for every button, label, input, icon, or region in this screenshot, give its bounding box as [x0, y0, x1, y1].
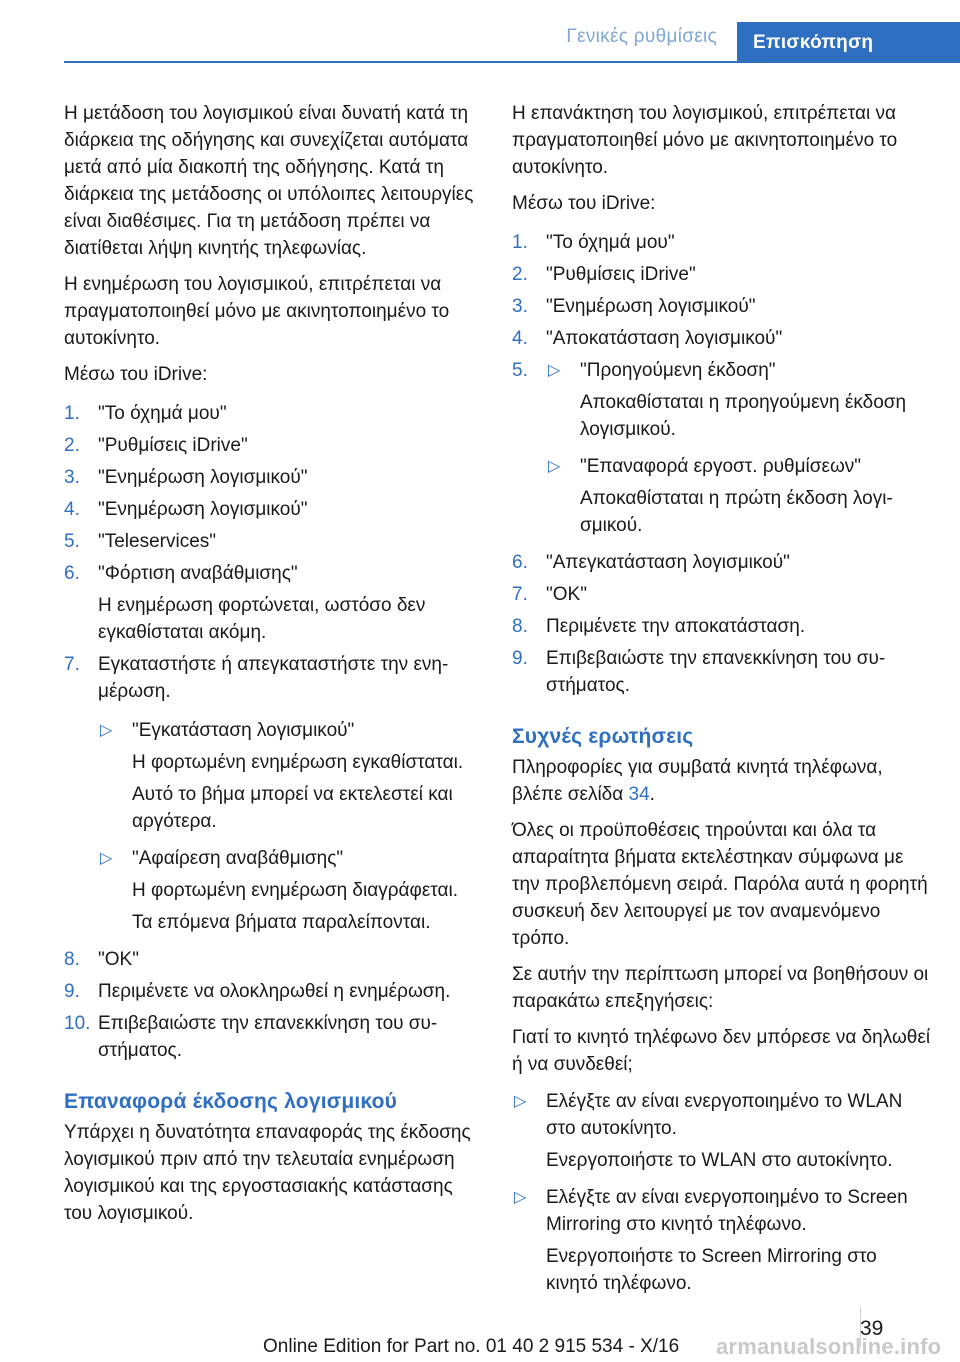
option-text: "Εγκατάσταση λογισμικού" — [132, 720, 355, 741]
step-text: "Το όχημά μου" — [98, 403, 227, 424]
step-text: "Ενημέρωση λογισμικού" — [98, 499, 308, 520]
step-text: "Φόρτιση αναβάθμισης" — [98, 563, 298, 584]
step-number: 3. — [64, 467, 80, 488]
step-number: 1. — [512, 232, 528, 253]
list-item — [64, 978, 482, 1005]
step-number: 5. — [64, 531, 80, 552]
list-item — [512, 1184, 932, 1297]
page-number: 39 — [860, 1317, 884, 1340]
option-note: Αποκαθίσταται η πρώτη έκδοση λογισμικού. — [580, 488, 893, 536]
list-item — [64, 560, 482, 646]
watermark: armanualsonline.info — [716, 1334, 942, 1359]
step-text: "Απεγκατάσταση λογισμικού" — [546, 552, 790, 573]
list-item — [512, 325, 932, 352]
header-section-label: Γενικές ρυθμίσεις — [566, 26, 717, 47]
update-steps-list — [64, 400, 482, 1064]
list-item — [98, 845, 482, 936]
triangle-right-icon: ▷ — [100, 850, 113, 867]
paragraph: Η μετάδοση του λογισμικού είναι δυνατή κατά τη διάρκεια της οδήγησης και συνεχίζεται αυτόματα μετά από μία διακοπή της οδήγησης. Κατά τη διάρκεια της μετάδοσης οι υπόλοιπες λειτουργίες είναι διαθέσιμες. Για τη μετάδοση πρέπει να διατίθεται λήψη κινητής τηλεφωνίας. — [64, 103, 474, 259]
list-item — [64, 496, 482, 523]
step-text: "Ρυθμίσεις iDrive" — [98, 435, 248, 456]
paragraph: Μέσω του iDrive: — [512, 193, 656, 214]
list-item — [512, 581, 932, 608]
triangle-right-icon: ▷ — [548, 362, 561, 379]
paragraph: Γιατί το κινητό τηλέφωνο δεν μπόρεσε να δηλωθεί ή να συνδεθεί; — [512, 1027, 931, 1075]
step-number: 1. — [64, 403, 80, 424]
check-text: Ελέγξτε αν είναι ενεργοποιημένο το Screen Mirroring στο κινητό τηλέφωνο. — [546, 1187, 908, 1235]
step-number: 7. — [512, 584, 528, 605]
option-note: Αποκαθίσταται η προηγούμενη έκδοση λογισμικού. — [580, 392, 907, 440]
paragraph: Σε αυτήν την περίπτωση μπορεί να βοηθήσουν οι παρακάτω επεξηγήσεις: — [512, 964, 929, 1012]
step-text: Επιβεβαιώστε την επανεκκίνηση του συστήματος. — [546, 648, 886, 696]
list-item — [64, 651, 482, 936]
step-number: 3. — [512, 296, 528, 317]
list-item — [546, 453, 932, 539]
step-text: Περιμένετε την αποκατάσταση. — [546, 616, 806, 637]
step-number: 6. — [512, 552, 528, 573]
list-item — [64, 432, 482, 459]
check-note: Ενεργοποιήστε το WLAN στο αυτοκίνητο. — [546, 1150, 893, 1171]
step-number: 8. — [64, 949, 80, 970]
step-text: Εγκαταστήστε ή απεγκαταστήστε την ενημέρωση. — [98, 654, 449, 702]
step-number: 2. — [64, 435, 80, 456]
step-text: Επιβεβαιώστε την επανεκκίνηση του συστήματος. — [98, 1013, 438, 1061]
list-item — [512, 1088, 932, 1174]
list-item — [512, 645, 932, 699]
list-item — [512, 293, 932, 320]
left-column — [64, 100, 482, 1236]
page-reference-link[interactable]: 34 — [628, 784, 650, 805]
option-text: "Επαναφορά εργοστ. ρυθμίσεων" — [580, 456, 862, 477]
option-text: "Αφαίρεση αναβάθμισης" — [132, 848, 344, 869]
option-note: Η φορτωμένη ενημέρωση διαγράφεται. — [132, 880, 459, 901]
option-note: Τα επόμενα βήματα παραλείπονται. — [132, 912, 431, 933]
step-text: "Ενημέρωση λογισμικού" — [98, 467, 308, 488]
header-divider — [64, 61, 960, 63]
list-item — [512, 261, 932, 288]
header-tab-overview: Επισκόπηση — [737, 22, 960, 62]
faq-text: Πληροφορίες για συμβατά κινητά τηλέφωνα, βλέπε σελίδα — [512, 757, 883, 805]
restore-steps-list — [512, 229, 932, 699]
step-text: "Teleservices" — [98, 531, 217, 552]
list-item — [64, 528, 482, 555]
step-number: 6. — [64, 563, 80, 584]
paragraph: Η επανάκτηση του λογισμικού, επιτρέπεται να πραγματοποιηθεί μόνο με ακινητοποιημένο το αυτοκίνητο. — [512, 103, 898, 178]
triangle-right-icon: ▷ — [100, 722, 113, 739]
list-item — [546, 357, 932, 443]
step-number: 9. — [512, 648, 528, 669]
paragraph: Η ενημέρωση του λογισμικού, επιτρέπεται να πραγματοποιηθεί μόνο με ακινητοποιημένο το αυτοκίνητο. — [64, 274, 450, 349]
list-item — [512, 549, 932, 576]
install-options-list — [98, 717, 482, 936]
right-column — [512, 100, 932, 1307]
step-number: 4. — [512, 328, 528, 349]
step-text: Περιμένετε να ολοκληρωθεί η ενημέρωση. — [98, 981, 451, 1002]
list-item — [64, 464, 482, 491]
check-text: Ελέγξτε αν είναι ενεργοποιημένο το WLAN στο αυτοκίνητο. — [546, 1091, 903, 1139]
list-item — [64, 946, 482, 973]
paragraph: Μέσω του iDrive: — [64, 364, 208, 385]
paragraph: Υπάρχει η δυνατότητα επαναφοράς της έκδοσης λογισμικού πριν από την τελευταία ενημέρωση λογισμικού και της εργοστασιακής κατάστασης του λογισμικού. — [64, 1122, 471, 1224]
triangle-right-icon: ▷ — [514, 1093, 527, 1110]
step-number: 7. — [64, 654, 80, 675]
page-header — [0, 0, 960, 62]
step-text: "OK" — [546, 584, 587, 605]
list-item — [64, 400, 482, 427]
step-text: "OK" — [98, 949, 139, 970]
option-note: Η φορτωμένη ενημέρωση εγκαθίσταται. — [132, 752, 464, 773]
faq-checklist — [512, 1088, 932, 1297]
step-number: 8. — [512, 616, 528, 637]
option-text: "Προηγούμενη έκδοση" — [580, 360, 776, 381]
step-text: "Το όχημά μου" — [546, 232, 675, 253]
step-number: 4. — [64, 499, 80, 520]
list-item — [64, 1010, 482, 1064]
step-text: "Ρυθμίσεις iDrive" — [546, 264, 696, 285]
step-note: Η ενημέρωση φορτώνεται, ωστόσο δεν εγκαθίσταται ακόμη. — [98, 595, 426, 643]
edition-footer: Online Edition for Part no. 01 40 2 915 534 - X/16 — [263, 1336, 680, 1357]
list-item — [512, 229, 932, 256]
triangle-right-icon: ▷ — [548, 458, 561, 475]
faq-text: . — [649, 784, 655, 805]
option-note: Αυτό το βήμα μπορεί να εκτελεστεί και αργότερα. — [132, 784, 453, 832]
step-number: 2. — [512, 264, 528, 285]
list-item — [512, 613, 932, 640]
step-number: 10. — [64, 1013, 91, 1034]
paragraph — [512, 754, 932, 808]
step-text: "Αποκατάσταση λογισμικού" — [546, 328, 783, 349]
section-title-software-restore: Επαναφορά έκδοσης λογισμικού — [64, 1090, 398, 1113]
step-number: 5. — [512, 360, 528, 381]
step-number: 9. — [64, 981, 80, 1002]
step-text: "Ενημέρωση λογισμικού" — [546, 296, 756, 317]
restore-options-list — [546, 357, 932, 539]
list-item — [512, 357, 932, 539]
check-note: Ενεργοποιήστε το Screen Mirroring στο κινητό τηλέφωνο. — [546, 1246, 877, 1294]
list-item — [98, 717, 482, 835]
paragraph: Όλες οι προϋποθέσεις τηρούνται και όλα τα απαραίτητα βήματα εκτελέστηκαν σύμφωνα με την προβλεπόμενη σειρά. Παρόλα αυτά η φορητή συσκευή δεν λειτουργεί με τον αναμενόμενο τρόπο. — [512, 820, 928, 949]
section-title-faq: Συχνές ερωτήσεις — [512, 725, 694, 748]
triangle-right-icon: ▷ — [514, 1189, 527, 1206]
